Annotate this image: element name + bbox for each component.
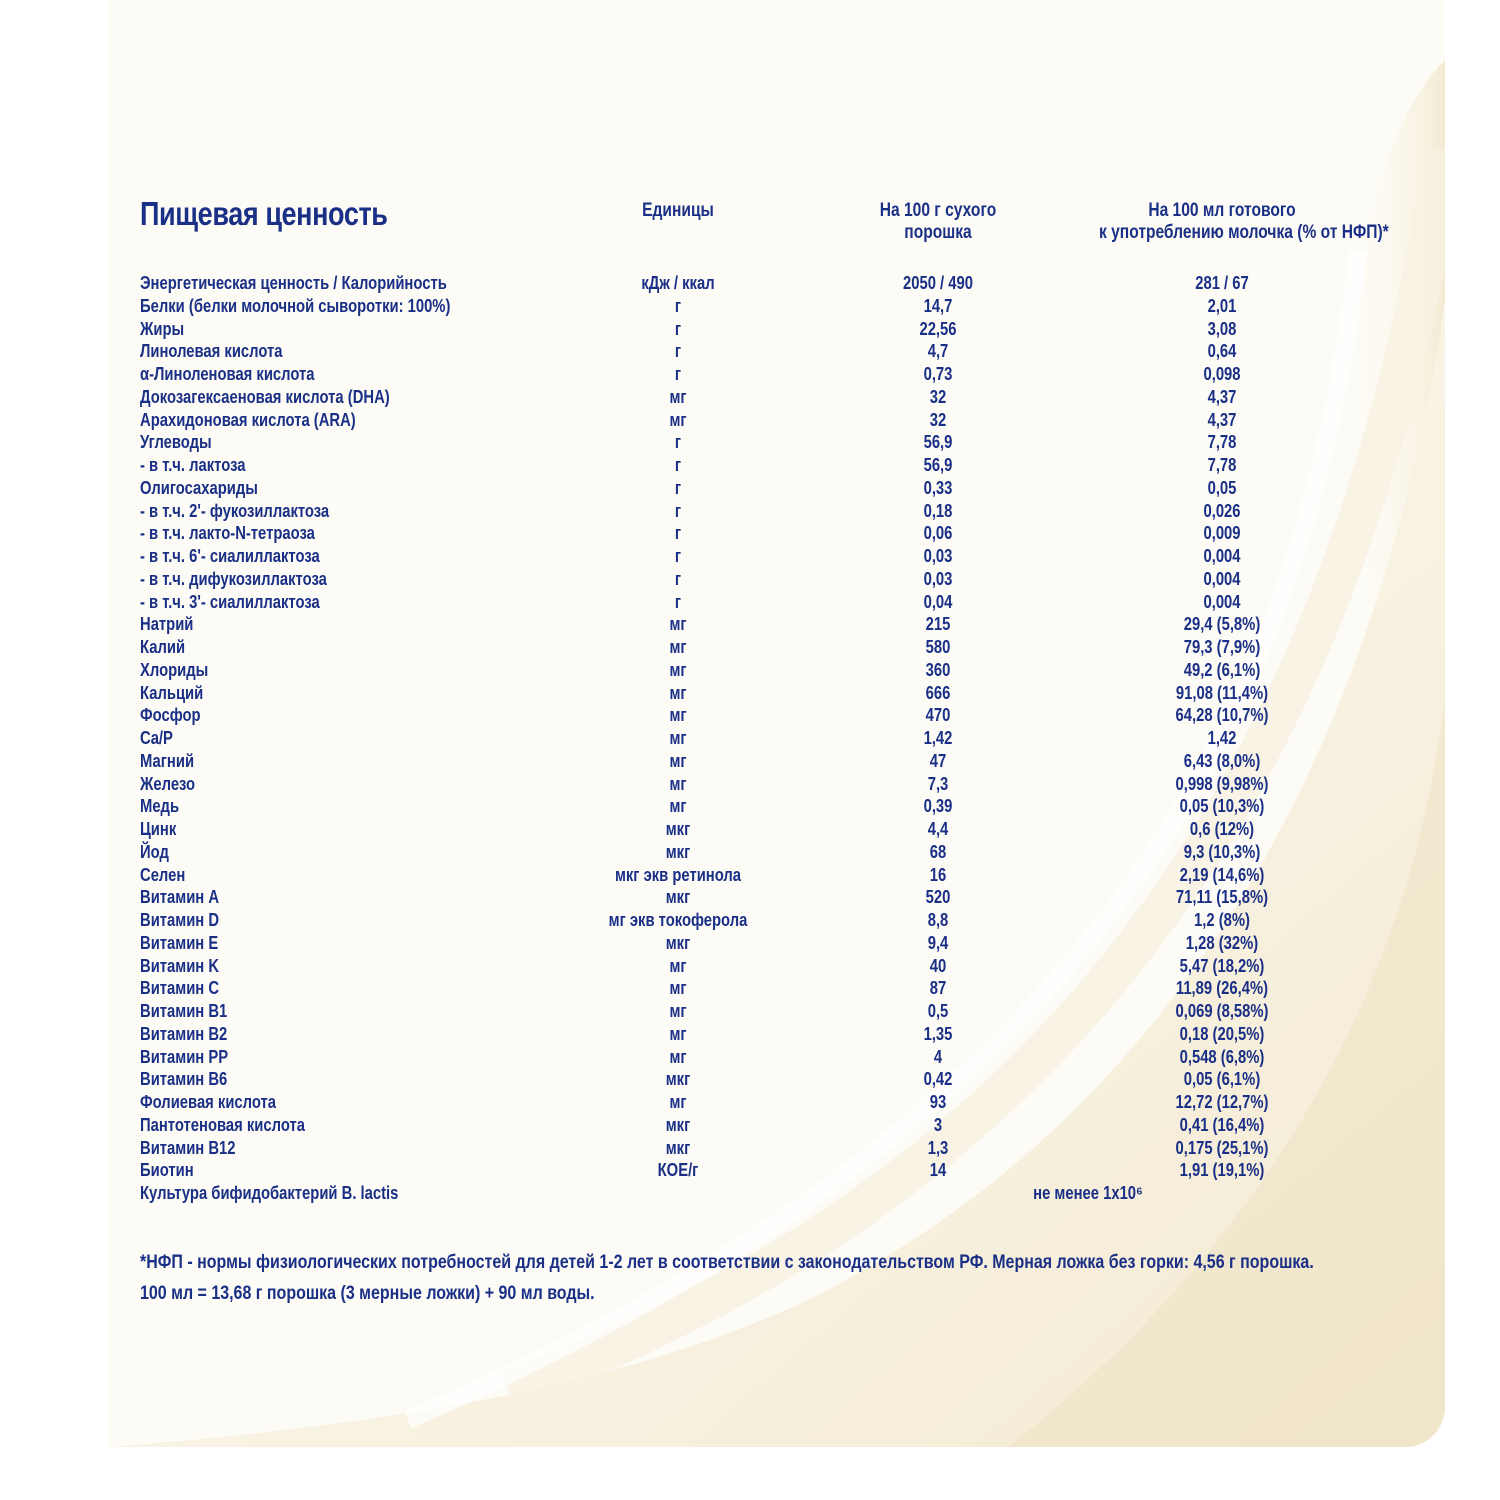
footnote-line1: *НФП - нормы физиологических потребностей для детей 1-2 лет в соответствии с законодательством РФ. Мерная ложка без горки: 4,56 г порошка. [140, 1251, 1314, 1273]
table-row [0, 682, 1500, 705]
nutrient-unit: г [674, 590, 682, 612]
nutrient-name: Витамин C [140, 977, 220, 999]
table-row [0, 295, 1500, 318]
nutrient-unit: мг [669, 636, 687, 657]
value-per-100g: 40 [929, 954, 947, 976]
table-row [0, 1046, 1500, 1069]
value-per-100g: 0,39 [923, 795, 953, 817]
header-ready-line2: к употреблению молочка (% от НФП)* [1099, 222, 1389, 243]
table-row [0, 500, 1500, 523]
value-per-100g: 0,03 [923, 567, 953, 589]
value-per-100ml: 0,098 [1203, 363, 1241, 384]
nutrient-unit: мг [669, 658, 687, 680]
nutrient-name: Культура бифидобактерий B. lactis [140, 1182, 399, 1203]
table-row [0, 522, 1500, 545]
nutrient-name: Натрий [140, 613, 194, 635]
nutrient-unit: мкг [665, 886, 691, 908]
table-row [0, 977, 1500, 1000]
value-per-100g: 87 [929, 977, 947, 999]
value-per-100ml: 71,11 (15,8%) [1175, 886, 1269, 908]
table-row [0, 591, 1500, 614]
nutrient-name: Витамин D [140, 909, 220, 930]
nutrient-name: Витамин A [140, 886, 220, 908]
table-row [0, 704, 1500, 727]
nutrient-name: Медь [140, 795, 180, 817]
value-per-100g: 9,4 [927, 931, 949, 953]
table-row [0, 318, 1500, 341]
nutrient-unit: г [674, 545, 682, 566]
table-row [0, 932, 1500, 955]
nutrient-unit: мг [669, 772, 687, 794]
value-per-100ml: 49,2 (6,1%) [1183, 658, 1261, 680]
value-per-100g: 1,3 [927, 1136, 949, 1158]
nutrient-name: - в т.ч. лактоза [140, 454, 246, 475]
nutrient-name: Углеводы [140, 431, 212, 453]
value-per-100g: 666 [925, 681, 951, 703]
table-row [0, 750, 1500, 773]
nutrient-name: Кальций [140, 681, 204, 703]
nutrient-unit: мг [669, 795, 687, 817]
table-row [0, 431, 1500, 454]
nutrient-name: Витамин K [140, 954, 220, 976]
nutrient-unit: мг [669, 681, 687, 703]
nutrient-unit: г [674, 340, 682, 362]
nutrient-unit: г [674, 317, 682, 339]
nutrient-unit: мг [669, 749, 687, 771]
nutrient-name: Витамин B1 [140, 1000, 228, 1021]
page-title: Пищевая ценность [140, 195, 388, 232]
nutrient-name: Фосфор [140, 704, 201, 726]
table-row [0, 1114, 1500, 1137]
value-per-100g: 0,04 [923, 590, 953, 612]
table-row [0, 636, 1500, 659]
value-per-100ml: 0,05 (6,1%) [1183, 1068, 1261, 1090]
value-per-100g: 32 [929, 385, 947, 407]
value-per-100ml: 0,6 (12%) [1189, 818, 1255, 839]
value-per-100g: 470 [925, 704, 951, 726]
value-per-100ml: 0,18 (20,5%) [1179, 1022, 1265, 1044]
table-row [0, 864, 1500, 887]
table-row [0, 795, 1500, 818]
nutrient-name: Фолиевая кислота [140, 1091, 277, 1112]
header-ready-line1: На 100 мл готового [1148, 200, 1296, 221]
nutrient-unit: г [674, 522, 682, 544]
value-per-100g: 520 [925, 886, 951, 908]
table-row [0, 363, 1500, 386]
table-row [0, 340, 1500, 363]
value-per-100ml: 1,91 (19,1%) [1179, 1159, 1265, 1181]
value-per-100g: 0,33 [923, 476, 953, 498]
value-per-100ml: 11,89 (26,4%) [1175, 977, 1269, 999]
value-per-100g: 14,7 [923, 294, 953, 316]
nutrient-unit: г [674, 499, 682, 521]
table-row [0, 955, 1500, 978]
value-per-100ml: 0,998 (9,98%) [1175, 772, 1269, 794]
nutrient-name: Магний [140, 749, 195, 771]
nutrient-unit: мг [669, 1045, 687, 1067]
nutrient-unit: г [674, 476, 682, 498]
nutrient-name: Биотин [140, 1159, 194, 1181]
table-row [0, 454, 1500, 477]
value-per-100ml: 0,05 (10,3%) [1179, 795, 1265, 817]
value-per-100ml: 9,3 (10,3%) [1183, 840, 1261, 862]
value-per-100g: 0,18 [923, 499, 953, 521]
table-row [0, 1137, 1500, 1160]
value-per-100ml: 0,175 (25,1%) [1175, 1136, 1269, 1158]
nutrient-name: Витамин PP [140, 1045, 229, 1067]
table-row [0, 545, 1500, 568]
value-per-100g: 0,73 [923, 363, 953, 384]
nutrient-unit: мкг [665, 818, 691, 839]
nutrient-name: Олигосахариды [140, 476, 258, 498]
nutrient-name: Линолевая кислота [140, 340, 283, 362]
value-per-100g: 68 [929, 840, 947, 862]
value-per-100ml: 7,78 [1207, 431, 1237, 453]
value-per-100g: 0,42 [923, 1068, 953, 1090]
value-per-100ml: 6,43 (8,0%) [1183, 749, 1261, 771]
table-row [0, 386, 1500, 409]
value-per-100g: 7,3 [927, 772, 949, 794]
header-units-label: Единицы [642, 200, 714, 221]
value-per-100g: 4,7 [927, 340, 949, 362]
nutrient-name: Витамин B12 [140, 1136, 236, 1158]
table-row-bifidobacteria [0, 1182, 1500, 1205]
nutrient-unit: г [674, 294, 682, 316]
nutrient-unit: мг [669, 704, 687, 726]
nutrient-unit: мкг [665, 1113, 691, 1135]
nutrient-name: - в т.ч. 6'- сиалиллактоза [140, 545, 320, 566]
value-per-100g: 4,4 [927, 818, 949, 839]
value-per-100ml: 0,004 [1203, 590, 1241, 612]
value-per-100ml: 0,004 [1203, 545, 1241, 566]
nutrient-name: Арахидоновая кислота (ARA) [140, 408, 356, 430]
nutrient-name: Ca/P [140, 727, 173, 748]
nutrition-table [0, 272, 1500, 1205]
nutrient-unit: мг [669, 408, 687, 430]
nutrient-name: Белки (белки молочной сыворотки: 100%) [140, 294, 451, 316]
nutrient-unit: КОЕ/г [657, 1159, 699, 1181]
value-per-100ml: 12,72 (12,7%) [1175, 1091, 1269, 1112]
value-per-100g: 47 [929, 749, 947, 771]
nutrient-name: Витамин E [140, 931, 219, 953]
value-per-100g: 3 [933, 1113, 943, 1135]
nutrient-unit: мг экв токоферола [608, 909, 748, 930]
value-per-100ml: 0,004 [1203, 567, 1241, 589]
value-per-100g: 2050 / 490 [903, 272, 973, 293]
value-per-100ml: 0,41 (16,4%) [1179, 1113, 1265, 1135]
nutrient-unit: мг [669, 385, 687, 407]
nutrient-unit: мг [669, 613, 687, 635]
footnote [140, 1247, 1314, 1309]
value-per-100ml: 2,01 [1207, 294, 1237, 316]
nutrient-unit: мкг [665, 1136, 691, 1158]
table-row [0, 773, 1500, 796]
table-row [0, 272, 1500, 295]
value-per-100g: 0,5 [927, 1000, 949, 1021]
table-row [0, 568, 1500, 591]
table-row [0, 477, 1500, 500]
nutrient-unit: г [674, 454, 682, 475]
nutrient-name: - в т.ч. 3'- сиалиллактоза [140, 590, 320, 612]
nutrient-name: Витамин B6 [140, 1068, 228, 1090]
value-per-100g: 0,03 [923, 545, 953, 566]
value-per-100g: 360 [925, 658, 951, 680]
value-per-100ml: 1,28 (32%) [1185, 931, 1259, 953]
table-row [0, 909, 1500, 932]
nutrient-unit: г [674, 567, 682, 589]
nutrient-unit: г [674, 363, 682, 384]
nutrient-unit: мкг [665, 840, 691, 862]
nutrient-unit: мкг [665, 1068, 691, 1090]
value-per-100g: 580 [925, 636, 951, 657]
nutrient-unit: г [674, 431, 682, 453]
nutrient-name: - в т.ч. 2'- фукозиллактоза [140, 499, 330, 521]
table-row [0, 1023, 1500, 1046]
value-per-100g: 215 [925, 613, 951, 635]
nutrient-unit: мг [669, 954, 687, 976]
header-dry-line1: На 100 г сухого [879, 200, 997, 221]
table-row [0, 1159, 1500, 1182]
nutrient-unit: мг [669, 1022, 687, 1044]
value-per-100ml: 29,4 (5,8%) [1183, 613, 1261, 635]
value-per-100ml: 4,37 [1207, 408, 1237, 430]
nutrient-unit: мг [669, 1000, 687, 1021]
value-per-100g: 1,35 [923, 1022, 953, 1044]
value-per-100ml: 0,64 [1207, 340, 1237, 362]
value-per-100g: 4 [933, 1045, 943, 1067]
value-per-100ml: 91,08 (11,4%) [1175, 681, 1269, 703]
value-per-100g: 1,42 [923, 727, 953, 748]
nutrient-name: Железо [140, 772, 196, 794]
table-row [0, 659, 1500, 682]
value-per-100ml: 0,026 [1203, 499, 1241, 521]
value-per-100ml: 2,19 (14,6%) [1179, 863, 1265, 885]
value-per-100ml: 281 / 67 [1195, 272, 1249, 293]
nutrient-name: Витамин B2 [140, 1022, 228, 1044]
value-per-100g: 32 [929, 408, 947, 430]
value-per-100g: 8,8 [927, 909, 949, 930]
table-row [0, 613, 1500, 636]
table-row [0, 1068, 1500, 1091]
nutrient-name: Селен [140, 863, 186, 885]
value-per-100ml: 79,3 (7,9%) [1183, 636, 1261, 657]
value-per-100g: 56,9 [923, 454, 953, 475]
value-per-100ml: 3,08 [1207, 317, 1237, 339]
value-per-100ml: 1,2 (8%) [1194, 909, 1250, 930]
value-per-100ml: 64,28 (10,7%) [1175, 704, 1269, 726]
nutrient-unit: мкг [665, 931, 691, 953]
nutrient-name: Калий [140, 636, 186, 657]
nutrient-name: Пантотеновая кислота [140, 1113, 305, 1135]
value-per-100ml: 5,47 (18,2%) [1179, 954, 1265, 976]
header-units [596, 200, 760, 222]
table-row [0, 886, 1500, 909]
header-dry [856, 200, 1020, 244]
value-per-100ml: 0,009 [1203, 522, 1241, 544]
table-row [0, 841, 1500, 864]
nutrient-name: - в т.ч. лакто-N-тетраоза [140, 522, 315, 544]
table-row [0, 818, 1500, 841]
value-per-100ml: 0,05 [1207, 476, 1237, 498]
nutrient-name: Йод [140, 840, 169, 862]
value-per-100g: 0,06 [923, 522, 953, 544]
nutrient-name: Докозагексаеновая кислота (DHA) [140, 385, 390, 407]
value-min: не менее 1x10⁶ [1033, 1182, 1143, 1203]
value-per-100g: 16 [929, 863, 947, 885]
nutrient-name: α-Линоленовая кислота [140, 363, 315, 384]
table-row [0, 1091, 1500, 1114]
value-per-100g: 22,56 [919, 317, 957, 339]
nutrient-unit: мкг экв ретинола [614, 863, 742, 885]
value-per-100ml: 0,069 (8,58%) [1175, 1000, 1269, 1021]
footnote-line2: 100 мл = 13,68 г порошка (3 мерные ложки) + 90 мл воды. [140, 1282, 595, 1304]
value-per-100g: 14 [929, 1159, 947, 1181]
table-row [0, 1000, 1500, 1023]
nutrient-name: Цинк [140, 818, 177, 839]
nutrient-unit: кДж / ккал [641, 272, 715, 293]
header-dry-line2: порошка [904, 222, 972, 243]
value-per-100ml: 1,42 [1207, 727, 1237, 748]
value-per-100ml: 7,78 [1207, 454, 1237, 475]
value-per-100g: 93 [929, 1091, 947, 1112]
header-ready [1099, 200, 1389, 244]
nutrient-name: Жиры [140, 317, 185, 339]
value-per-100ml: 0,548 (6,8%) [1179, 1045, 1265, 1067]
nutrient-unit: мг [669, 727, 687, 748]
table-row [0, 409, 1500, 432]
nutrient-name: Хлориды [140, 658, 209, 680]
nutrient-name: Энергетическая ценность / Калорийность [140, 272, 447, 293]
nutrient-unit: мг [669, 977, 687, 999]
table-row [0, 727, 1500, 750]
nutrient-name: - в т.ч. дифукозиллактоза [140, 567, 327, 589]
value-per-100g: 56,9 [923, 431, 953, 453]
nutrient-unit: мг [669, 1091, 687, 1112]
value-per-100ml: 4,37 [1207, 385, 1237, 407]
